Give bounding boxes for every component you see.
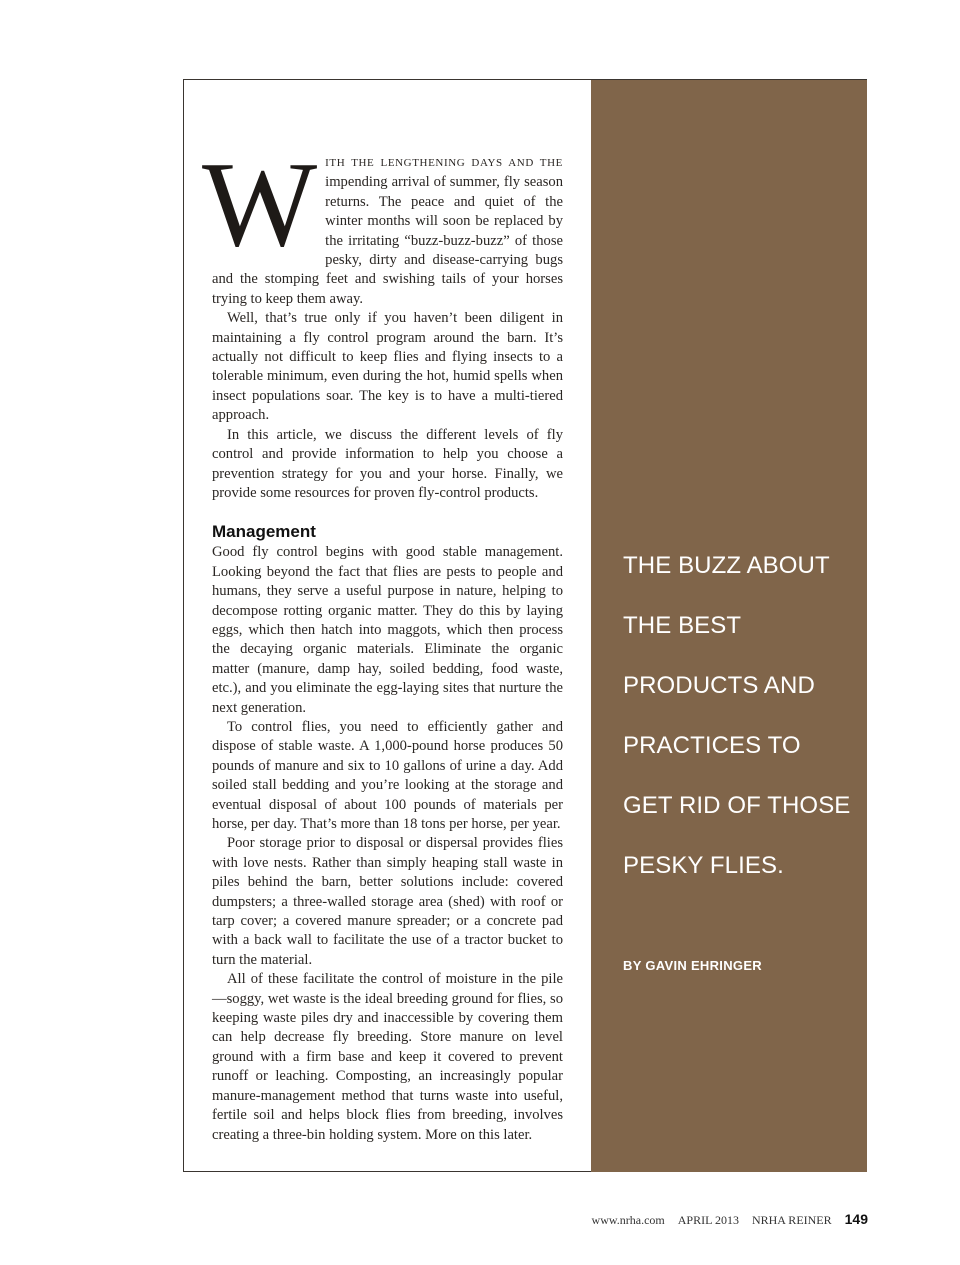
headline-line: PESKY FLIES. [623,852,784,879]
body-paragraph: To control flies, you need to efficiently gather and dispose of stable waste. A 1,000-pound horse produces 50 pounds of manure and six to 10 gallons of urine a day. Add soiled stall bedding and you’re looking at the storage and eventual disposal of about 100 pounds of materials per horse, per day. That’s more than 18 tons per horse, per year. [212,718,563,832]
article-headline [623,536,858,896]
author-byline: BY GAVIN EHRINGER [623,958,762,973]
drop-cap: W [202,137,318,272]
body-paragraph: In this article, we discuss the different levels of fly control and provide information to help you choose a prevention strategy for you and your horse. Finally, we provide some resources for proven fly-control products. [212,426,563,501]
headline-line: PRACTICES TO [623,732,801,759]
body-paragraph: Well, that’s true only if you haven’t been diligent in maintaining a fly control program around the barn. It’s actually not difficult to keep flies and flying insects to a tolerable minimum, even during the hot, humid spells when insect populations soar. The key is to have a multi-tiered approach. [212,310,563,424]
headline-line: THE BUZZ ABOUT [623,552,830,579]
page-footer [582,1211,868,1228]
headline-line: THE BEST [623,612,742,639]
section-heading: Management [212,522,316,542]
page-number: 149 [844,1211,868,1227]
footer-issue-date: APRIL 2013 [677,1213,739,1227]
headline-line: PRODUCTS AND [623,672,815,699]
body-paragraph: Poor storage prior to disposal or dispersal provides flies with love nests. Rather than simply heaping stall waste in piles behind the barn, better solutions include: covered dumpsters; a three-walled storage area (shed) with roof or tarp cover; a covered manure spreader; or a concrete pad with a back wall to facilitate the use of a tractor bucket to turn the material. [212,835,563,968]
body-paragraph: All of these facilitate the control of moisture in the pile—soggy, wet waste is the ideal breeding ground for flies, so keeping waste piles dry and inaccessible by covering them can help decrease fly breeding. Store manure on level ground with a firm base and keep it covered to prevent runoff or leaching. Composting, an increasingly popular manure-management method that turns waste into useful, fertile soil and helps block flies from breeding, involves creating a three-bin holding system. More on this later. [212,971,563,1143]
body-paragraph: Good fly control begins with good stable management. Looking beyond the fact that flies are pests to people and humans, they serve a useful purpose in nature, helping to decompose rotting organic matter. They do this by laying eggs, which then hatch into maggots, which then process the decaying organic materials. Eliminate the organic matter (manure, damp hay, soiled bedding, food waste, etc.), and you eliminate the egg-laying sites that nurture the next generation. [212,544,563,716]
article-body [202,137,563,1145]
lead-in-caps: ITH THE LENGTHENING DAYS AND THE [325,157,563,169]
headline-line: GET RID OF THOSE [623,792,851,819]
footer-publication: NRHA REINER [751,1213,832,1227]
intro-text: impending arrival of summer, fly season returns. The peace and quiet of the winter months will soon be replaced by the irritating “buzz-buzz-buzz” of those pesky, dirty and disease-carrying bugs and the stomping feet and swishing tails of your horses trying to keep them away. [212,174,563,307]
intro-paragraph [202,137,563,309]
footer-website: www.nrha.com [591,1213,665,1227]
